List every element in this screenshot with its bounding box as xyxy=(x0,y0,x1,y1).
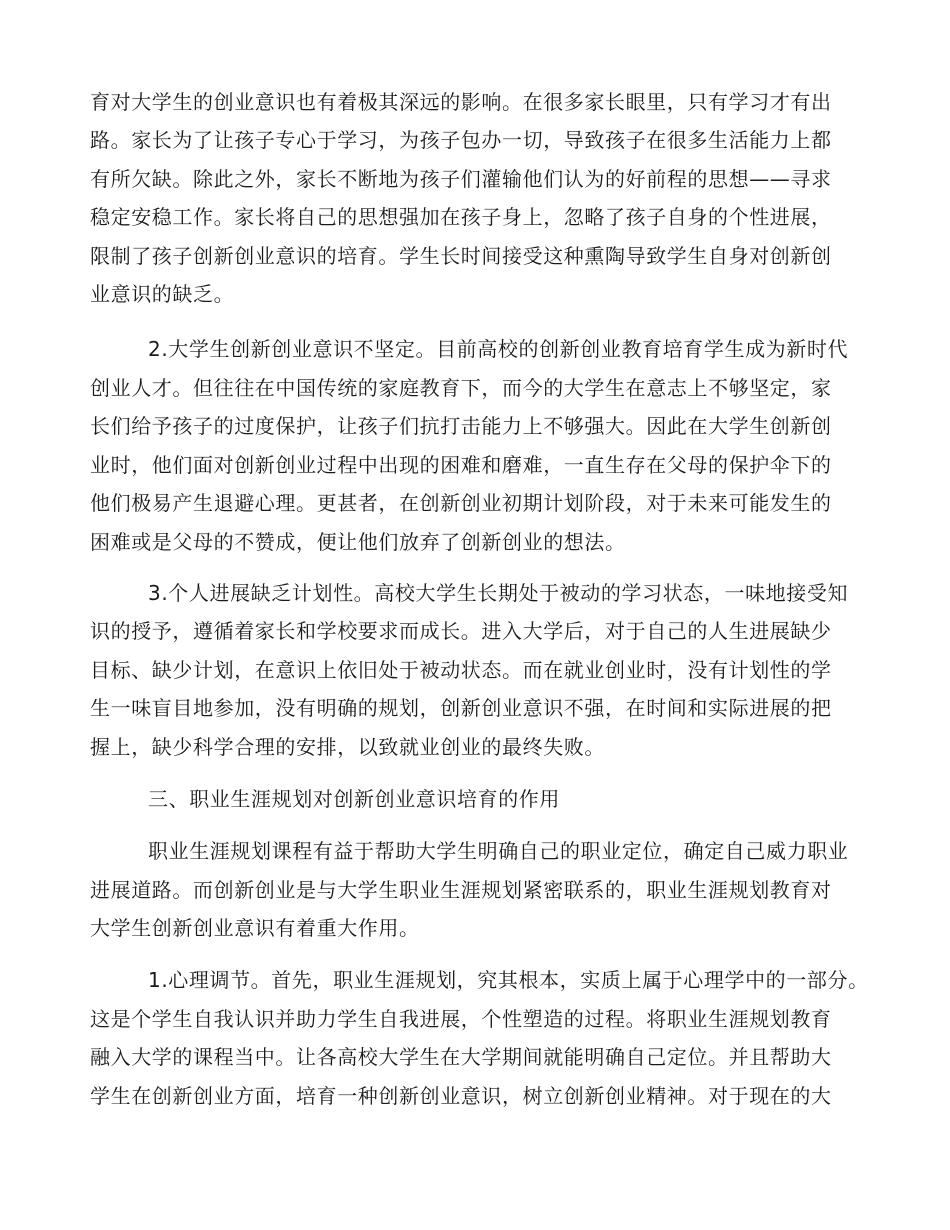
text-line: 3.个人进展缺乏计划性。高校大学生长期处于被动的学习状态，一味地接受知 xyxy=(148,581,849,605)
text-line: 1.心理调节。首先，职业生涯规划，究其根本，实质上属于心理学中的一部分。 xyxy=(148,968,869,992)
text-line: 生一味盲目地参加，没有明确的规划，创新创业意识不强，在时间和实际进展的把 xyxy=(90,696,832,720)
text-line: 长们给予孩子的过度保护，让孩子们抗打击能力上不够强大。因此在大学生创新创 xyxy=(90,414,832,438)
text-line: 识的授予，遵循着家长和学校要求而成长。进入大学后，对于自己的人生进展缺少 xyxy=(90,619,832,643)
text-line: 育对大学生的创业意识也有着极其深远的影响。在很多家长眼里，只有学习才有出 xyxy=(90,90,832,114)
text-line: 2.大学生创新创业意识不坚定。目前高校的创新创业教育培育学生成为新时代 xyxy=(148,337,849,361)
section-heading: 三、职业生涯规划对创新创业意识培育的作用 xyxy=(148,787,560,811)
text-line: 创业人才。但往往在中国传统的家庭教育下，而今的大学生在意志上不够坚定，家 xyxy=(90,376,832,400)
text-line: 这是个学生自我认识并助力学生自我进展，个性塑造的过程。将职业生涯规划教育 xyxy=(90,1007,832,1031)
text-line: 握上，缺少科学合理的安排，以致就业创业的最终失败。 xyxy=(90,735,605,759)
text-line: 融入大学的课程当中。让各高校大学生在大学期间就能明确自己定位。并且帮助大 xyxy=(90,1045,832,1069)
text-line: 限制了孩子创新创业意识的培育。学生长时间接受这种熏陶导致学生自身对创新创 xyxy=(90,244,832,268)
text-line: 职业生涯规划课程有益于帮助大学生明确自己的职业定位，确定自己威力职业 xyxy=(148,839,849,863)
text-line: 大学生创新创业意识有着重大作用。 xyxy=(90,916,420,940)
text-line: 学生在创新创业方面，培育一种创新创业意识，树立创新创业精神。对于现在的大 xyxy=(90,1084,832,1108)
text-line: 路。家长为了让孩子专心于学习，为孩子包办一切，导致孩子在很多生活能力上都 xyxy=(90,128,832,152)
text-line: 进展道路。而创新创业是与大学生职业生涯规划紧密联系的，职业生涯规划教育对 xyxy=(90,878,832,902)
text-line: 稳定安稳工作。家长将自己的思想强加在孩子身上，忽略了孩子自身的个性进展， xyxy=(90,205,832,229)
text-line: 业意识的缺乏。 xyxy=(90,282,235,306)
text-line: 业时，他们面对创新创业过程中出现的困难和磨难，一直生存在父母的保护伞下的 xyxy=(90,453,832,477)
text-line: 有所欠缺。除此之外，家长不断地为孩子们灌输他们认为的好前程的思想——寻求 xyxy=(90,167,832,191)
text-line: 困难或是父母的不赞成，便让他们放弃了创新创业的想法。 xyxy=(90,530,626,554)
text-line: 目标、缺少计划，在意识上依旧处于被动状态。而在就业创业时，没有计划性的学 xyxy=(90,658,832,682)
text-line: 他们极易产生退避心理。更甚者，在创新创业初期计划阶段，对于未来可能发生的 xyxy=(90,491,832,515)
